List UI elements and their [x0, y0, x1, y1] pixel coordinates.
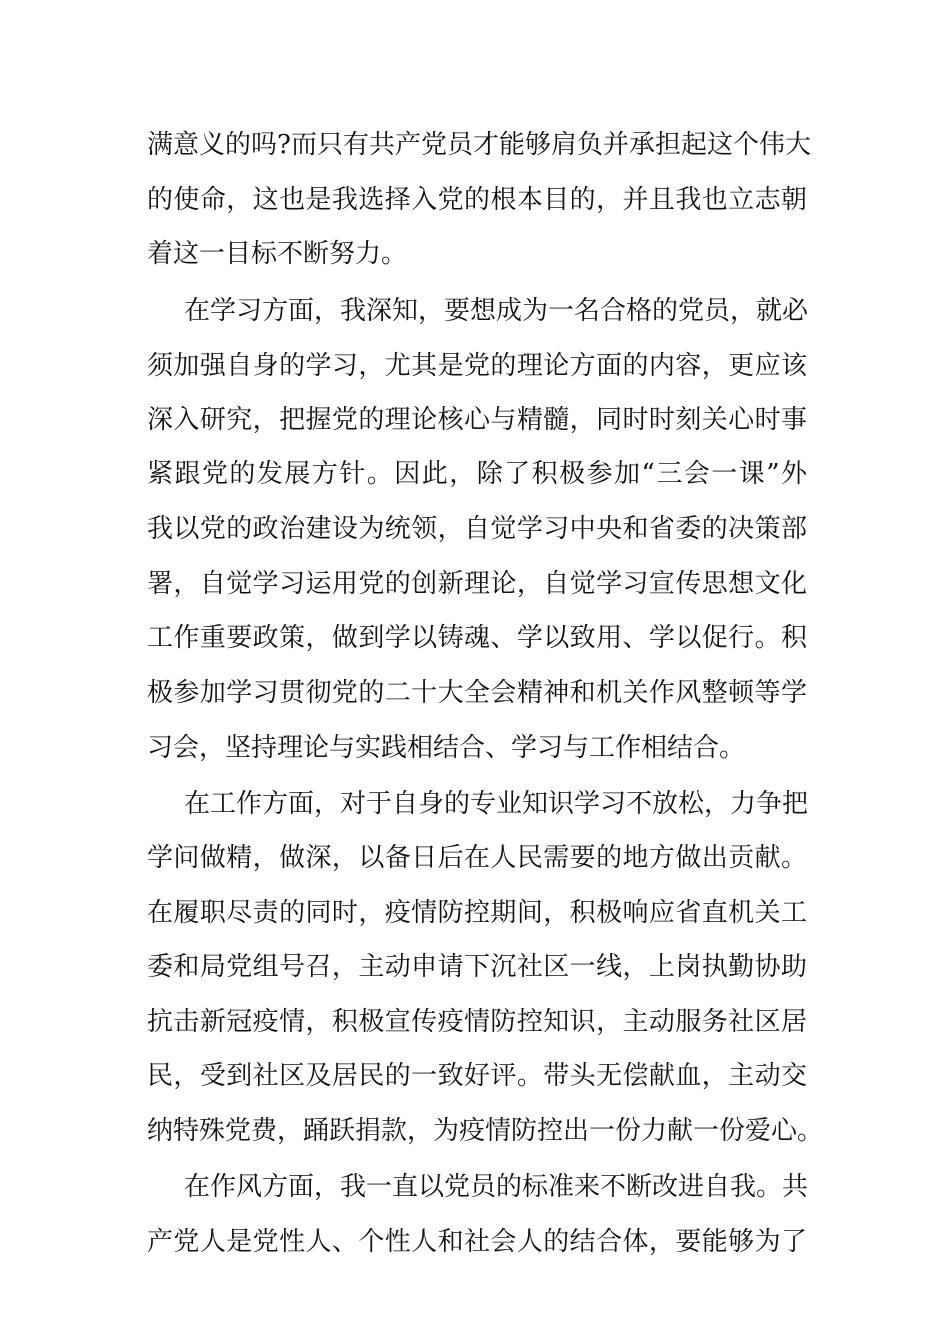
text-line: 我以党的政治建设为统领，自觉学习中央和省委的决策部	[147, 514, 807, 544]
text-line: 紧跟党的发展方针。因此，除了积极参加“三会一课”外	[147, 459, 807, 489]
text-line: 纳特殊党费，踊跃捐款，为疫情防控出一份力献一份爱心。	[147, 1116, 824, 1146]
text-line: 习会，坚持理论与实践相结合、学习与工作相结合。	[147, 733, 746, 763]
paragraph-first-line: 在作风方面，我一直以党员的标准来不断改进自我。共	[184, 1172, 809, 1202]
paragraph-first-line: 在工作方面，对于自身的专业知识学习不放松，力争把	[184, 789, 809, 819]
text-line: 须加强自身的学习，尤其是党的理论方面的内容，更应该	[147, 351, 807, 381]
text-line: 产党人是党性人、个性人和社会人的结合体，要能够为了	[147, 1227, 807, 1257]
text-line: 委和局党组号召，主动申请下沉社区一线，上岗执勤协助	[147, 952, 807, 982]
text-line: 抗击新冠疫情，积极宣传疫情防控知识，主动服务社区居	[147, 1007, 807, 1037]
text-line: 工作重要政策，做到学以铸魂、学以致用、学以促行。积	[147, 623, 807, 653]
text-line: 在履职尽责的同时，疫情防控期间，积极响应省直机关工	[147, 898, 807, 928]
text-line: 的使命，这也是我选择入党的根本目的，并且我也立志朝	[147, 185, 807, 215]
text-line: 极参加学习贯彻党的二十大全会精神和机关作风整顿等学	[147, 678, 807, 708]
text-line: 民，受到社区及居民的一致好评。带头无偿献血，主动交	[147, 1061, 807, 1091]
text-line: 深入研究，把握党的理论核心与精髓，同时时刻关心时事	[147, 405, 807, 435]
text-line: 署，自觉学习运用党的创新理论，自觉学习宣传思想文化	[147, 569, 807, 599]
text-line: 满意义的吗?而只有共产党员才能够肩负并承担起这个伟大	[147, 130, 811, 160]
paragraph-first-line: 在学习方面，我深知，要想成为一名合格的党员，就必	[184, 296, 809, 326]
text-line: 学问做精，做深，以备日后在人民需要的地方做出贡献。	[147, 843, 807, 873]
text-line: 着这一目标不断努力。	[147, 239, 408, 269]
